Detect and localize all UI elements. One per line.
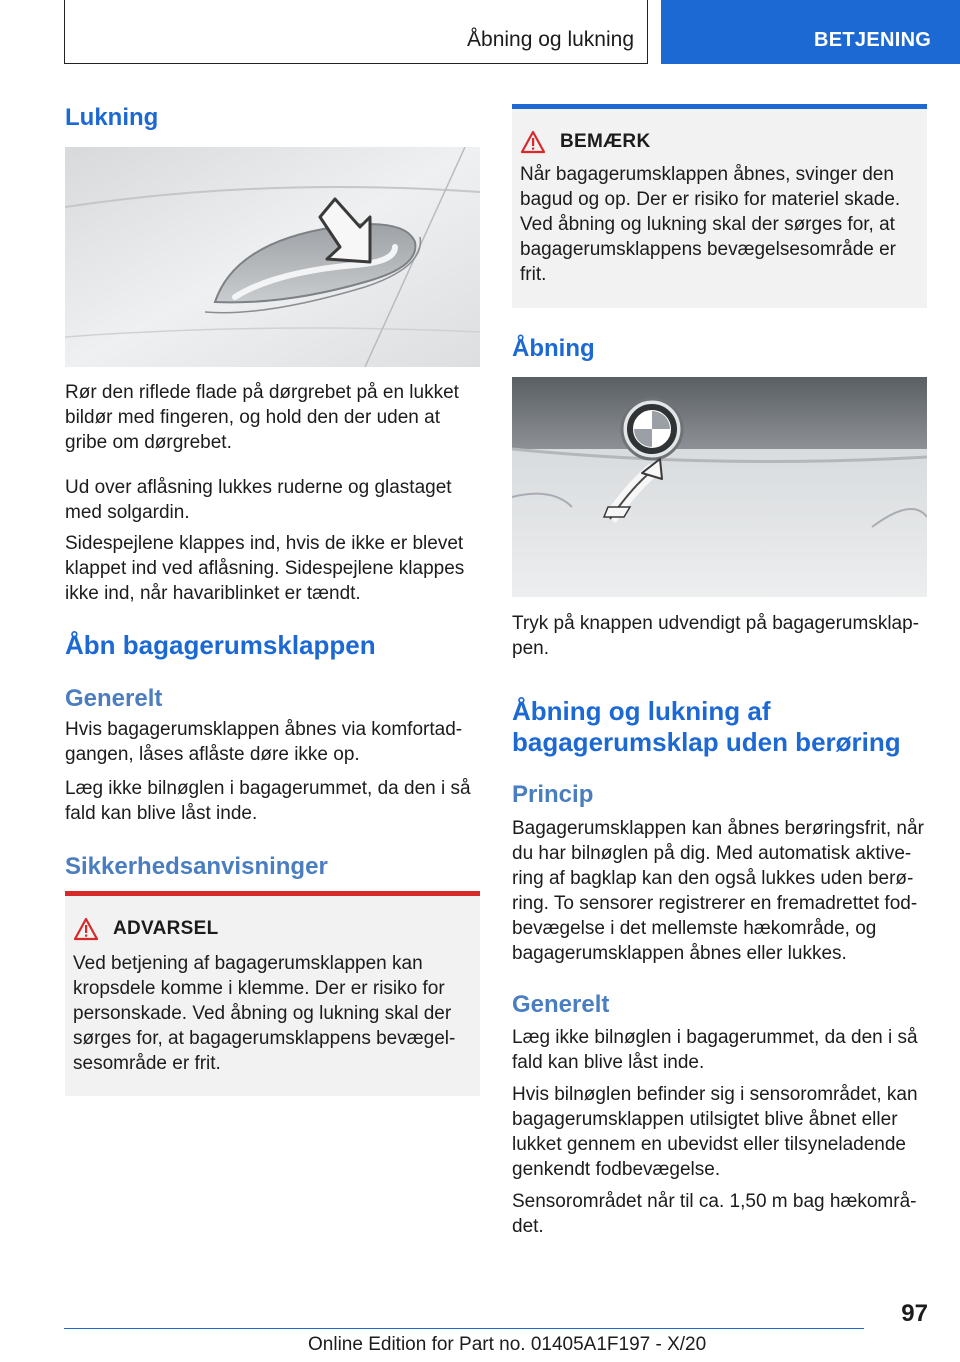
warning-bar bbox=[65, 891, 480, 896]
tailgate-button-illustration bbox=[512, 377, 927, 597]
page-number: 97 bbox=[901, 1300, 928, 1327]
section-tab-label: BETJENING bbox=[814, 29, 932, 51]
warning-header bbox=[73, 917, 219, 941]
generelt-right-paragraph-2: Hvis bilnøglen befinder sig i sensorområdet, kan bagagerumsklappen utilsigtet blive åbnet eller lukket gennem en ubevidst eller tilsyneladende genkendt fodbevægelse. bbox=[512, 1084, 918, 1180]
section-tab[interactable] bbox=[661, 0, 960, 64]
lukning-caption: Rør den riflede flade på dørgrebet på en lukket bildør med fingeren, og hold den der uden at gribe om dørgrebet. bbox=[65, 382, 459, 453]
heading-open-tailgate: Åbn bagagerumsklappen bbox=[65, 630, 376, 660]
note-text: Når bagagerumsklappen åbnes, svinger den bagud og op. Der er risiko for materiel skade. Ved åbning og lukning skal der sørges for, at bagagerumsklappens bevægelsesområde er frit. bbox=[520, 164, 901, 285]
lukning-paragraph-2: Sidespejlene klappes ind, hvis de ikke er blevet klappet ind ved aflåsning. Sidespejlene klappes ikke ind, når havariblinket er tændt. bbox=[65, 533, 465, 604]
note-bar bbox=[512, 104, 927, 109]
note-header bbox=[520, 130, 650, 154]
heading-touchless: Åbning og lukning af bagagerumsklap uden berøring bbox=[512, 696, 901, 757]
caution-triangle-icon bbox=[520, 130, 546, 154]
note-box bbox=[512, 104, 927, 308]
warning-box bbox=[65, 891, 480, 1096]
princip-paragraph: Bagagerumsklappen kan åbnes berøringsfrit, når du har bilnøglen på dig. Med automatisk aktivering af bagklap kan den også lukkes uden berøring. To sensorer registrerer en fremadrettet fodbevægelse i det mellemste hækområde, og bagagerumsklappen åbnes eller lukkes. bbox=[512, 818, 924, 964]
generelt-right-paragraph-3: Sensorområdet når til ca. 1,50 m bag hækområdet. bbox=[512, 1191, 917, 1237]
generelt-left-paragraph-2: Læg ikke bilnøglen i bagagerummet, da den i så fald kan blive låst inde. bbox=[65, 778, 471, 824]
abning-caption: Tryk på knappen udvendigt på bagagerumsklappen. bbox=[512, 613, 919, 659]
heading-abning: Åbning bbox=[512, 335, 595, 362]
generelt-left-paragraph-1: Hvis bagagerumsklappen åbnes via komfortadgangen, låses aflåste døre ikke op. bbox=[65, 719, 463, 765]
warning-title: ADVARSEL bbox=[113, 918, 219, 939]
tailgate-button-figure bbox=[512, 377, 927, 597]
warning-triangle-icon bbox=[73, 917, 99, 941]
heading-generelt-left: Generelt bbox=[65, 685, 163, 712]
footer-edition: Online Edition for Part no. 01405A1F197 - X/20 bbox=[308, 1334, 707, 1355]
warning-text: Ved betjening af bagagerumsklappen kan kropsdele komme i klemme. Der er risiko for personskade. Ved åbning og lukning skal der sørges for, at bagagerumsklappens bevægelsesområde er frit. bbox=[73, 953, 456, 1074]
door-handle-illustration bbox=[65, 147, 480, 367]
note-title: BEMÆRK bbox=[560, 131, 651, 152]
heading-princip: Princip bbox=[512, 781, 594, 808]
generelt-right-paragraph-1: Læg ikke bilnøglen i bagagerummet, da den i så fald kan blive låst inde. bbox=[512, 1027, 918, 1073]
footer-rule bbox=[64, 1328, 864, 1329]
running-header-title: Åbning og lukning bbox=[467, 28, 634, 51]
lukning-paragraph-1: Ud over aflåsning lukkes ruderne og glastaget med solgardin. bbox=[65, 477, 452, 523]
door-handle-figure bbox=[65, 147, 480, 367]
heading-lukning: Lukning bbox=[65, 104, 159, 131]
heading-generelt-right: Generelt bbox=[512, 991, 610, 1018]
running-header bbox=[64, 0, 648, 64]
heading-safety: Sikkerhedsanvisninger bbox=[65, 853, 328, 880]
